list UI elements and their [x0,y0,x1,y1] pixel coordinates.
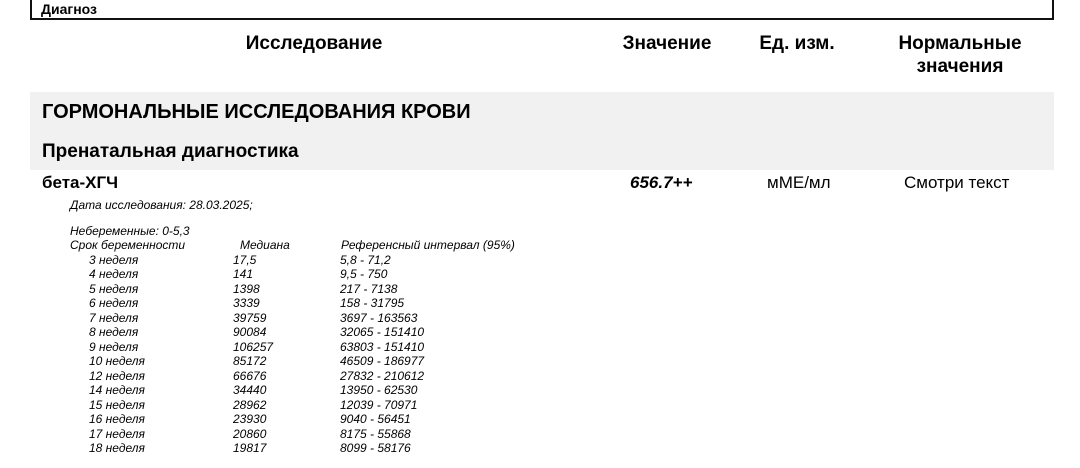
ref-median: 90084 [233,325,267,339]
column-header-research: Исследование [245,33,383,54]
ref-header-term: Срок беременности [70,238,186,252]
ref-range: 32065 - 151410 [340,325,425,339]
ref-median: 85172 [233,354,267,368]
ref-range: 8099 - 58176 [340,441,411,455]
ref-range: 9,5 - 750 [340,267,388,281]
ref-range: 9040 - 56451 [340,412,411,426]
ref-median: 28962 [233,397,267,412]
ref-range: 63803 - 151410 [340,339,425,354]
test-norm: Смотри текст [904,173,1010,192]
section-title: ГОРМОНАЛЬНЫЕ ИССЛЕДОВАНИЯ КРОВИ [42,101,471,123]
ref-week: 12 неделя [89,368,145,383]
column-header-norm-line1: Нормальные [898,33,1022,54]
ref-median: 141 [233,267,254,281]
ref-header-median: Медиана [240,238,290,252]
column-header-norm-line2: значения [916,56,1004,77]
ref-range: 12039 - 70971 [340,397,418,412]
ref-median: 3339 [233,296,260,310]
ref-range: 217 - 7138 [340,281,398,296]
ref-week: 8 неделя [89,325,139,339]
ref-median: 39759 [233,310,267,325]
ref-week: 5 неделя [89,281,139,296]
subsection-title: Пренатальная диагностика [42,141,299,162]
ref-median: 19817 [233,441,267,455]
ref-median: 20860 [233,426,267,441]
ref-median: 23930 [233,412,267,426]
ref-week: 16 неделя [89,412,145,426]
ref-range: 3697 - 163563 [340,310,418,325]
ref-median: 34440 [233,383,267,397]
column-header-unit: Ед. изм. [759,33,835,54]
ref-week: 6 неделя [89,296,139,310]
ref-range: 5,8 - 71,2 [340,252,391,267]
test-unit: мМЕ/мл [767,173,831,192]
diagnosis-box [30,0,1054,20]
ref-median: 66676 [233,368,267,383]
ref-week: 7 неделя [89,310,139,325]
ref-week: 9 неделя [89,339,139,354]
ref-week: 18 неделя [89,441,145,455]
ref-range: 8175 - 55868 [340,426,411,441]
ref-week: 3 неделя [89,252,139,267]
test-name: бета-ХГЧ [42,173,119,192]
ref-week: 15 неделя [89,397,145,412]
ref-range: 13950 - 62530 [340,383,418,397]
ref-range: 46509 - 186977 [340,354,425,368]
non-pregnant-note: Небеременные: 0-5,3 [70,224,190,238]
ref-week: 17 неделя [89,426,145,441]
ref-median: 1398 [233,281,260,296]
column-header-value: Значение [622,33,712,54]
ref-range: 158 - 31795 [340,296,405,310]
research-date-note: Дата исследования: 28.03.2025; [70,198,253,212]
ref-median: 17,5 [233,252,257,267]
ref-header-interval: Референсный интервал (95%) [341,238,515,252]
ref-week: 14 неделя [89,383,145,397]
ref-week: 10 неделя [89,354,145,368]
ref-median: 106257 [233,339,274,354]
ref-week: 4 неделя [89,267,139,281]
column-header-norm [880,32,1040,78]
ref-range: 27832 - 210612 [340,368,425,383]
diagnosis-label: Диагноз [41,1,97,17]
test-value: 656.7++ [630,173,693,192]
